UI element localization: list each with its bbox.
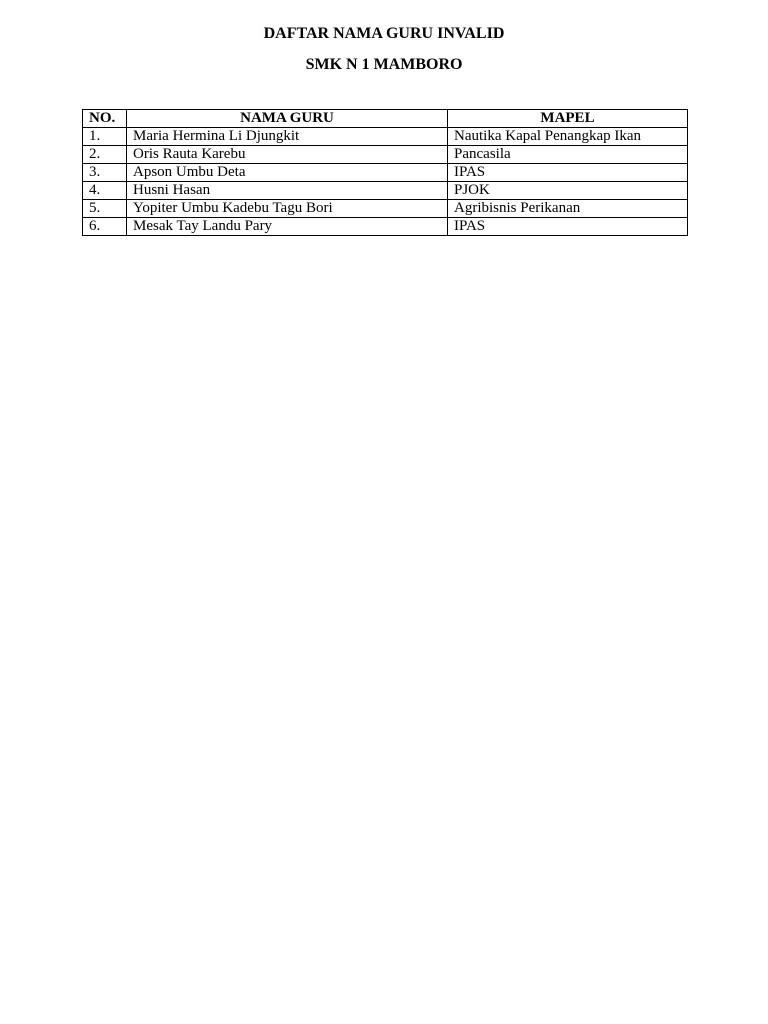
cell-nama-guru: Husni Hasan	[127, 182, 448, 200]
table-row	[83, 200, 688, 218]
cell-nama-guru: Yopiter Umbu Kadebu Tagu Bori	[127, 200, 448, 218]
table-row	[83, 182, 688, 200]
cell-no: 2.	[83, 146, 127, 164]
table-header-row	[83, 110, 688, 128]
cell-nama-guru: Oris Rauta Karebu	[127, 146, 448, 164]
cell-mapel: Nautika Kapal Penangkap Ikan	[448, 128, 688, 146]
cell-no: 1.	[83, 128, 127, 146]
document-title: DAFTAR NAMA GURU INVALID	[263, 25, 505, 42]
cell-nama-guru: Apson Umbu Deta	[127, 164, 448, 182]
cell-no: 3.	[83, 164, 127, 182]
table-row	[83, 128, 688, 146]
cell-nama-guru: Mesak Tay Landu Pary	[127, 218, 448, 236]
column-header-no: NO.	[83, 110, 127, 128]
document-subtitle: SMK N 1 MAMBORO	[305, 56, 463, 73]
cell-mapel: PJOK	[448, 182, 688, 200]
cell-no: 6.	[83, 218, 127, 236]
teacher-table	[82, 109, 688, 236]
table-row	[83, 218, 688, 236]
column-header-mapel: MAPEL	[448, 110, 688, 128]
cell-mapel: Agribisnis Perikanan	[448, 200, 688, 218]
cell-mapel: IPAS	[448, 218, 688, 236]
cell-mapel: Pancasila	[448, 146, 688, 164]
column-header-nama-guru: NAMA GURU	[127, 110, 448, 128]
cell-mapel: IPAS	[448, 164, 688, 182]
cell-nama-guru: Maria Hermina Li Djungkit	[127, 128, 448, 146]
cell-no: 5.	[83, 200, 127, 218]
table-row	[83, 146, 688, 164]
cell-no: 4.	[83, 182, 127, 200]
table-row	[83, 164, 688, 182]
